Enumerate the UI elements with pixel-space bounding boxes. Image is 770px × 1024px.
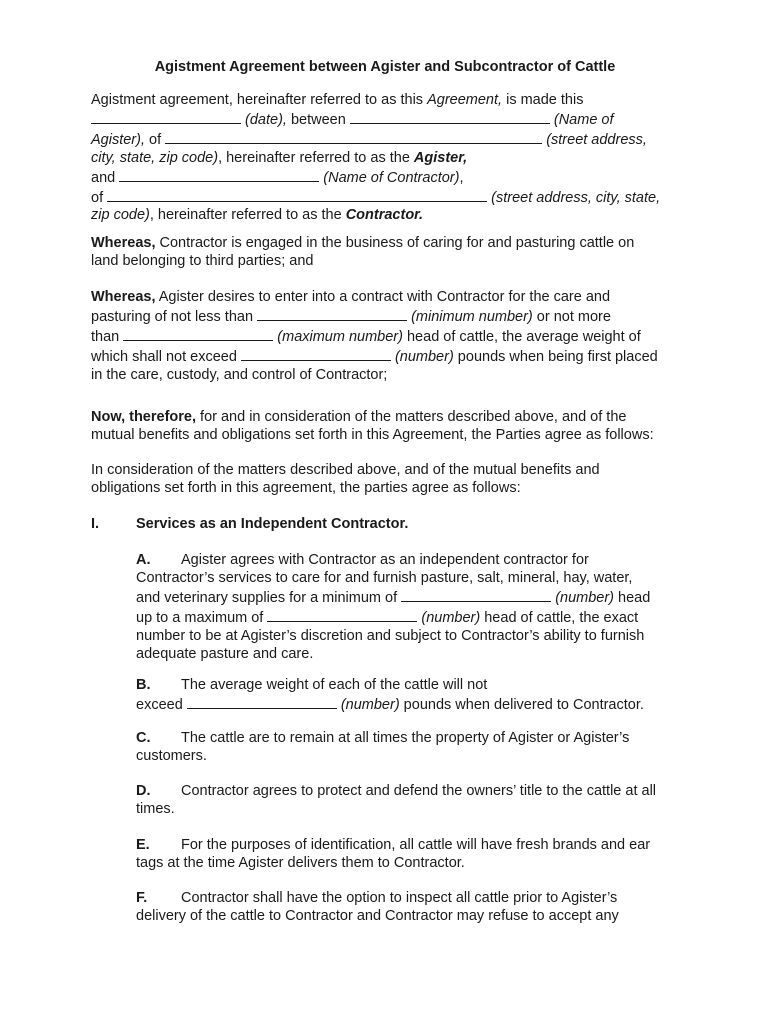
intro-text: of <box>145 131 166 148</box>
maximum-head-hint: (number) <box>421 609 481 626</box>
intro-paragraph <box>91 92 691 225</box>
paragraph-text: in the care, custody, and control of Contractor; <box>91 366 388 383</box>
paragraph-text: pasturing of not less than <box>91 308 258 325</box>
whereas-label: Whereas, <box>91 289 156 305</box>
minimum-number-blank[interactable] <box>257 307 407 321</box>
clause-text: head <box>614 589 651 606</box>
clause-text: Agister agrees with Contractor as an independent contractor for <box>181 552 589 568</box>
clause-label: B. <box>136 677 151 693</box>
intro-text: Agistment agreement, hereinafter referred to as this <box>91 92 428 108</box>
minimum-head-blank[interactable] <box>401 588 551 602</box>
intro-text: is made this <box>502 92 584 108</box>
intro-text: between <box>286 111 350 128</box>
agister-address-hint-cont: city, state, zip code) <box>91 149 219 166</box>
clause-text: The cattle are to remain at all times the property of Agister or Agister’s <box>181 730 630 746</box>
minimum-head-hint: (number) <box>555 589 615 606</box>
clause-label: F. <box>136 890 148 906</box>
weight-number-hint: (number) <box>394 348 454 365</box>
clause-text: customers. <box>136 747 207 764</box>
date-blank[interactable] <box>91 110 241 124</box>
clause-text: exceed <box>136 696 187 713</box>
agister-address-hint: (street address, <box>546 131 647 148</box>
clause-text: Contractor shall have the option to inspect all cattle prior to Agister’s <box>181 890 618 906</box>
clause-text: number to be at Agister’s discretion and subject to Contractor’s ability to furnish <box>136 627 645 644</box>
contractor-address-hint-cont: zip code) <box>91 207 150 224</box>
agreement-term: Agreement, <box>427 92 503 108</box>
clause-text: pounds when delivered to Contractor. <box>399 696 644 713</box>
paragraph-text: than <box>91 328 124 345</box>
consideration-paragraph <box>91 462 691 498</box>
clause-label: E. <box>136 837 150 853</box>
clause-label: A. <box>136 552 151 568</box>
agister-name-blank[interactable] <box>350 110 550 124</box>
maximum-number-hint: (maximum number) <box>277 328 403 345</box>
clause-text: Contractor’s services to care for and furnish pasture, salt, mineral, hay, water, <box>136 569 633 586</box>
clause-text: head of cattle, the exact <box>480 609 639 626</box>
agister-address-blank[interactable] <box>165 130 237 144</box>
clause-b <box>136 677 691 715</box>
clause-d <box>136 783 691 819</box>
whereas-paragraph-2 <box>91 289 691 385</box>
intro-text: , <box>459 169 464 186</box>
clause-text: delivery of the cattle to Contractor and Contractor may refuse to accept any <box>136 907 619 924</box>
paragraph-text: head of cattle, the average weight of <box>402 328 641 345</box>
clause-a <box>136 552 691 663</box>
document-title: Agistment Agreement between Agister and Subcontractor of Cattle <box>154 59 616 75</box>
agister-address-blank-2[interactable] <box>237 130 542 144</box>
clause-text: up to a maximum of <box>136 609 268 626</box>
intro-text: , hereinafter referred to as the <box>149 207 346 224</box>
agister-name-hint-cont: Agister), <box>91 131 145 148</box>
maximum-number-blank[interactable] <box>123 327 273 341</box>
minimum-number-hint: (minimum number) <box>411 308 533 325</box>
contractor-name-hint: (Name of Contractor) <box>323 169 460 186</box>
clause-text: The average weight of each of the cattle will not <box>181 677 488 693</box>
clause-text: tags at the time Agister delivers them to Contractor. <box>136 854 465 871</box>
clause-text: For the purposes of identification, all cattle will have fresh brands and ear <box>181 837 651 853</box>
paragraph-text: which shall not exceed <box>91 348 241 365</box>
intro-text: of <box>91 189 108 206</box>
clause-e <box>136 837 691 873</box>
contractor-name-blank[interactable] <box>119 168 319 182</box>
agister-term: Agister, <box>413 149 468 166</box>
agister-name-hint: (Name of <box>553 111 614 128</box>
section-heading <box>91 516 691 534</box>
average-weight-hint: (number) <box>340 696 400 713</box>
now-therefore-label: Now, therefore, <box>91 409 197 425</box>
section-title: Services as an Independent Contractor. <box>136 516 409 532</box>
clause-text: times. <box>136 800 175 817</box>
contractor-term: Contractor. <box>345 207 424 224</box>
whereas-label: Whereas, <box>91 235 156 251</box>
paragraph-text: for and in consideration of the matters described above, and of the <box>196 409 627 425</box>
clause-f <box>136 890 691 926</box>
paragraph-text: Agister desires to enter into a contract with Contractor for the care and <box>155 289 611 305</box>
paragraph-text: pounds when being first placed <box>453 348 658 365</box>
section-number: I. <box>91 516 100 532</box>
paragraph-text: land belonging to third parties; and <box>91 252 314 269</box>
clause-label: C. <box>136 730 151 746</box>
paragraph-text: mutual benefits and obligations set forth in this Agreement, the Parties agree as follows: <box>91 426 654 443</box>
weight-number-blank[interactable] <box>241 347 391 361</box>
whereas-paragraph-1 <box>91 235 691 271</box>
paragraph-text: or not more <box>532 308 611 325</box>
paragraph-text: obligations set forth in this agreement, the parties agree as follows: <box>91 479 521 496</box>
clause-label: D. <box>136 783 151 799</box>
intro-text: , hereinafter referred to as the <box>218 149 414 166</box>
intro-text: and <box>91 169 120 186</box>
date-hint: (date), <box>245 111 287 128</box>
contractor-address-hint: (street address, city, state, <box>491 189 661 206</box>
clause-text: Contractor agrees to protect and defend the owners’ title to the cattle at all <box>181 783 657 799</box>
paragraph-text: Contractor is engaged in the business of caring for and pasturing cattle on <box>155 235 635 251</box>
average-weight-blank[interactable] <box>187 695 337 709</box>
paragraph-text: In consideration of the matters described above, and of the mutual benefits and <box>91 462 600 478</box>
clause-text: adequate pasture and care. <box>136 645 314 662</box>
clause-c <box>136 730 691 766</box>
maximum-head-blank[interactable] <box>267 608 417 622</box>
now-therefore-paragraph <box>91 409 691 445</box>
contractor-address-blank[interactable] <box>107 188 487 202</box>
clause-text: and veterinary supplies for a minimum of <box>136 589 402 606</box>
